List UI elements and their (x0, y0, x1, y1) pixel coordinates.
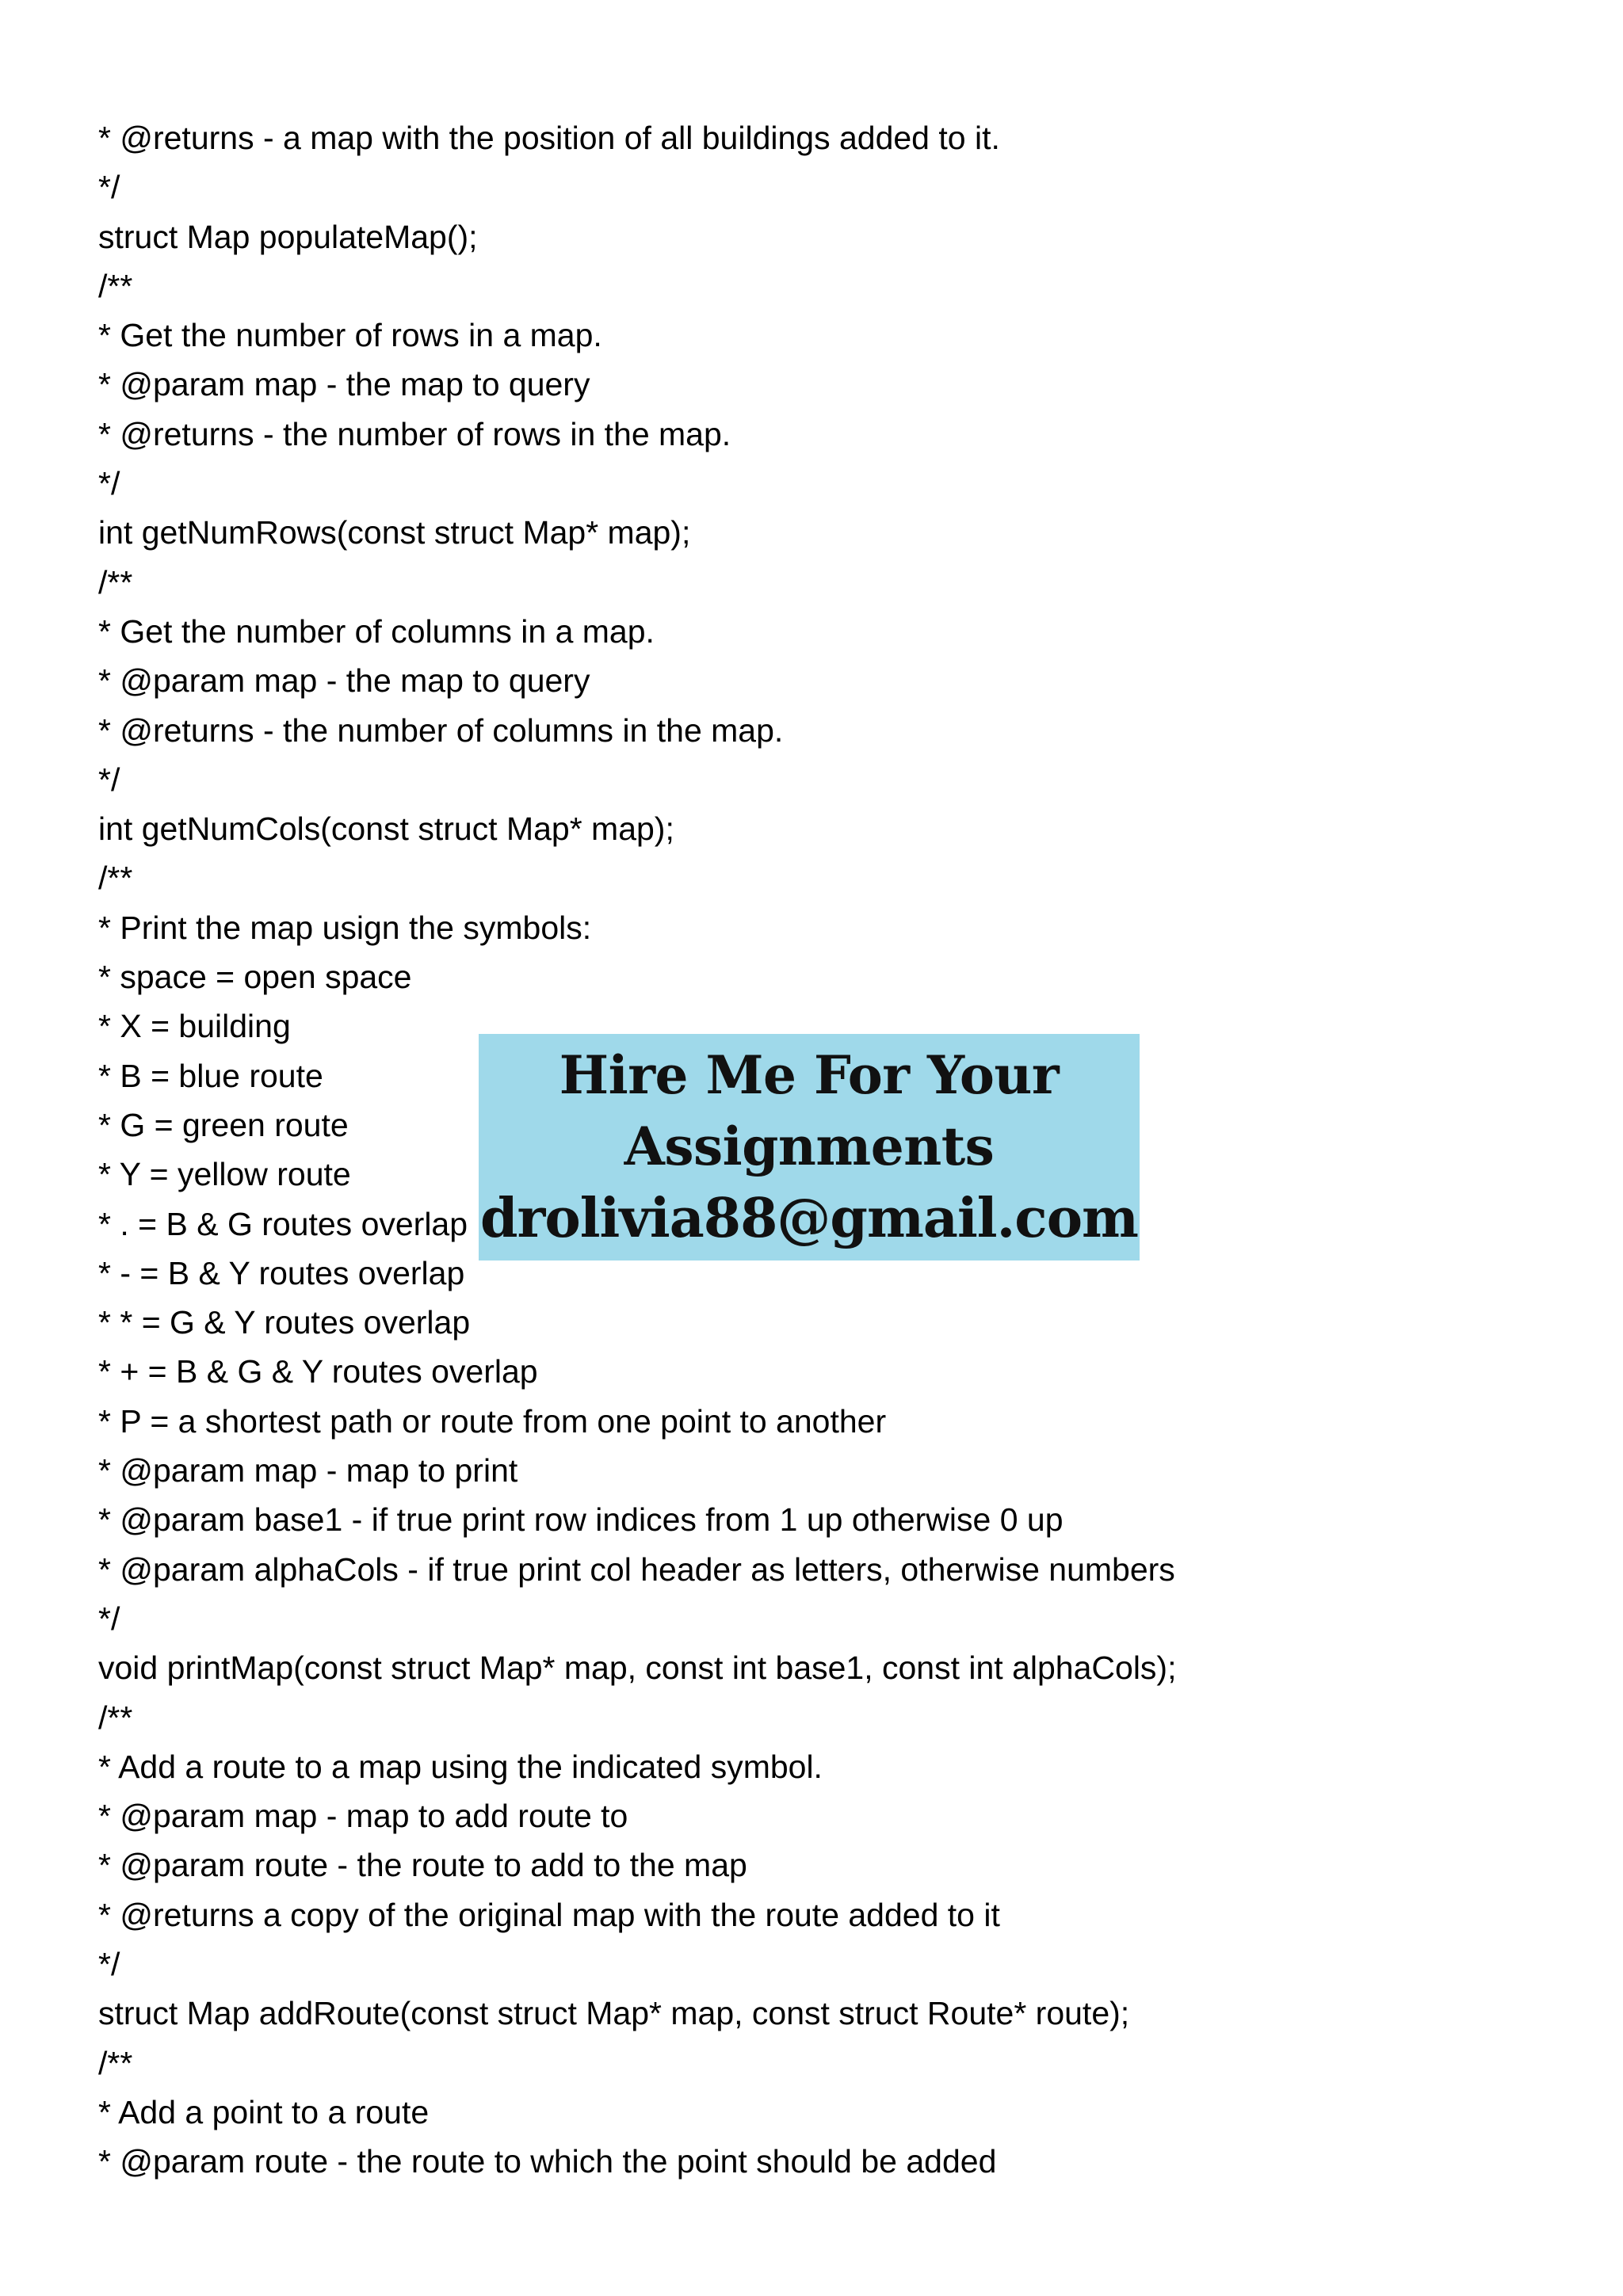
code-line: * G = green route (98, 1106, 349, 1143)
code-line: int getNumCols(const struct Map* map); (98, 810, 674, 848)
code-line: * @param route - the route to which the point should be added (98, 2143, 997, 2180)
code-line: /** (98, 2044, 133, 2081)
code-line: * . = B & G routes overlap (98, 1205, 468, 1242)
code-line: struct Map populateMap(); (98, 218, 478, 255)
code-line: * @param base1 - if true print row indices from 1 up otherwise 0 up (98, 1501, 1064, 1539)
code-line: /** (98, 860, 133, 897)
code-line: * @param map - the map to query (98, 662, 590, 700)
code-line: */ (98, 1945, 120, 1982)
code-line: * space = open space (98, 959, 412, 996)
code-line: * - = B & Y routes overlap (98, 1254, 465, 1291)
code-line: struct Map addRoute(const struct Map* map, const struct Route* route); (98, 1995, 1130, 2032)
code-line: * Add a point to a route (98, 2093, 430, 2130)
code-line: * P = a shortest path or route from one point to another (98, 1402, 887, 1440)
code-line: */ (98, 465, 120, 502)
code-line: * @returns a copy of the original map with the route added to it (98, 1896, 1000, 1933)
code-line: * X = building (98, 1008, 291, 1045)
code-line: * @returns - the number of rows in the map. (98, 415, 731, 452)
code-line: * @param alphaCols - if true print col header as letters, otherwise numbers (98, 1550, 1175, 1588)
code-line: * + = B & G & Y routes overlap (98, 1353, 538, 1390)
code-line: * @param map - map to print (98, 1452, 518, 1489)
advertisement-banner (479, 1034, 1140, 1261)
code-line: /** (98, 563, 133, 601)
code-line: * @param route - the route to add to the map (98, 1847, 747, 1884)
code-line: * @param map - map to add route to (98, 1798, 628, 1835)
code-line: * @returns - the number of columns in the map. (98, 711, 784, 749)
code-line: * Get the number of columns in a map. (98, 612, 655, 650)
code-line: * @returns - a map with the position of all buildings added to it. (98, 120, 1000, 156)
code-line: /** (98, 1699, 133, 1736)
code-line: void printMap(const struct Map* map, const int base1, const int alphaCols); (98, 1650, 1177, 1687)
banner-subheadline: Assignments (624, 1116, 995, 1177)
banner-headline: Hire Me For Your (559, 1044, 1060, 1106)
code-line: * B = blue route (98, 1057, 323, 1094)
code-line: * Print the map usign the symbols: (98, 909, 592, 946)
code-line: * * = G & Y routes overlap (98, 1304, 471, 1341)
code-line: */ (98, 761, 120, 798)
code-line: * Add a route to a map using the indicated symbol. (98, 1748, 823, 1785)
code-line: * Get the number of rows in a map. (98, 317, 602, 354)
code-line: */ (98, 1600, 120, 1637)
code-line: * Y = yellow route (98, 1156, 351, 1193)
code-line: int getNumRows(const struct Map* map); (98, 514, 691, 551)
code-line: /** (98, 267, 133, 304)
code-line: */ (98, 169, 120, 206)
banner-email: drolivia88@gmail.com (479, 1187, 1139, 1250)
code-line: * @param map - the map to query (98, 366, 590, 403)
